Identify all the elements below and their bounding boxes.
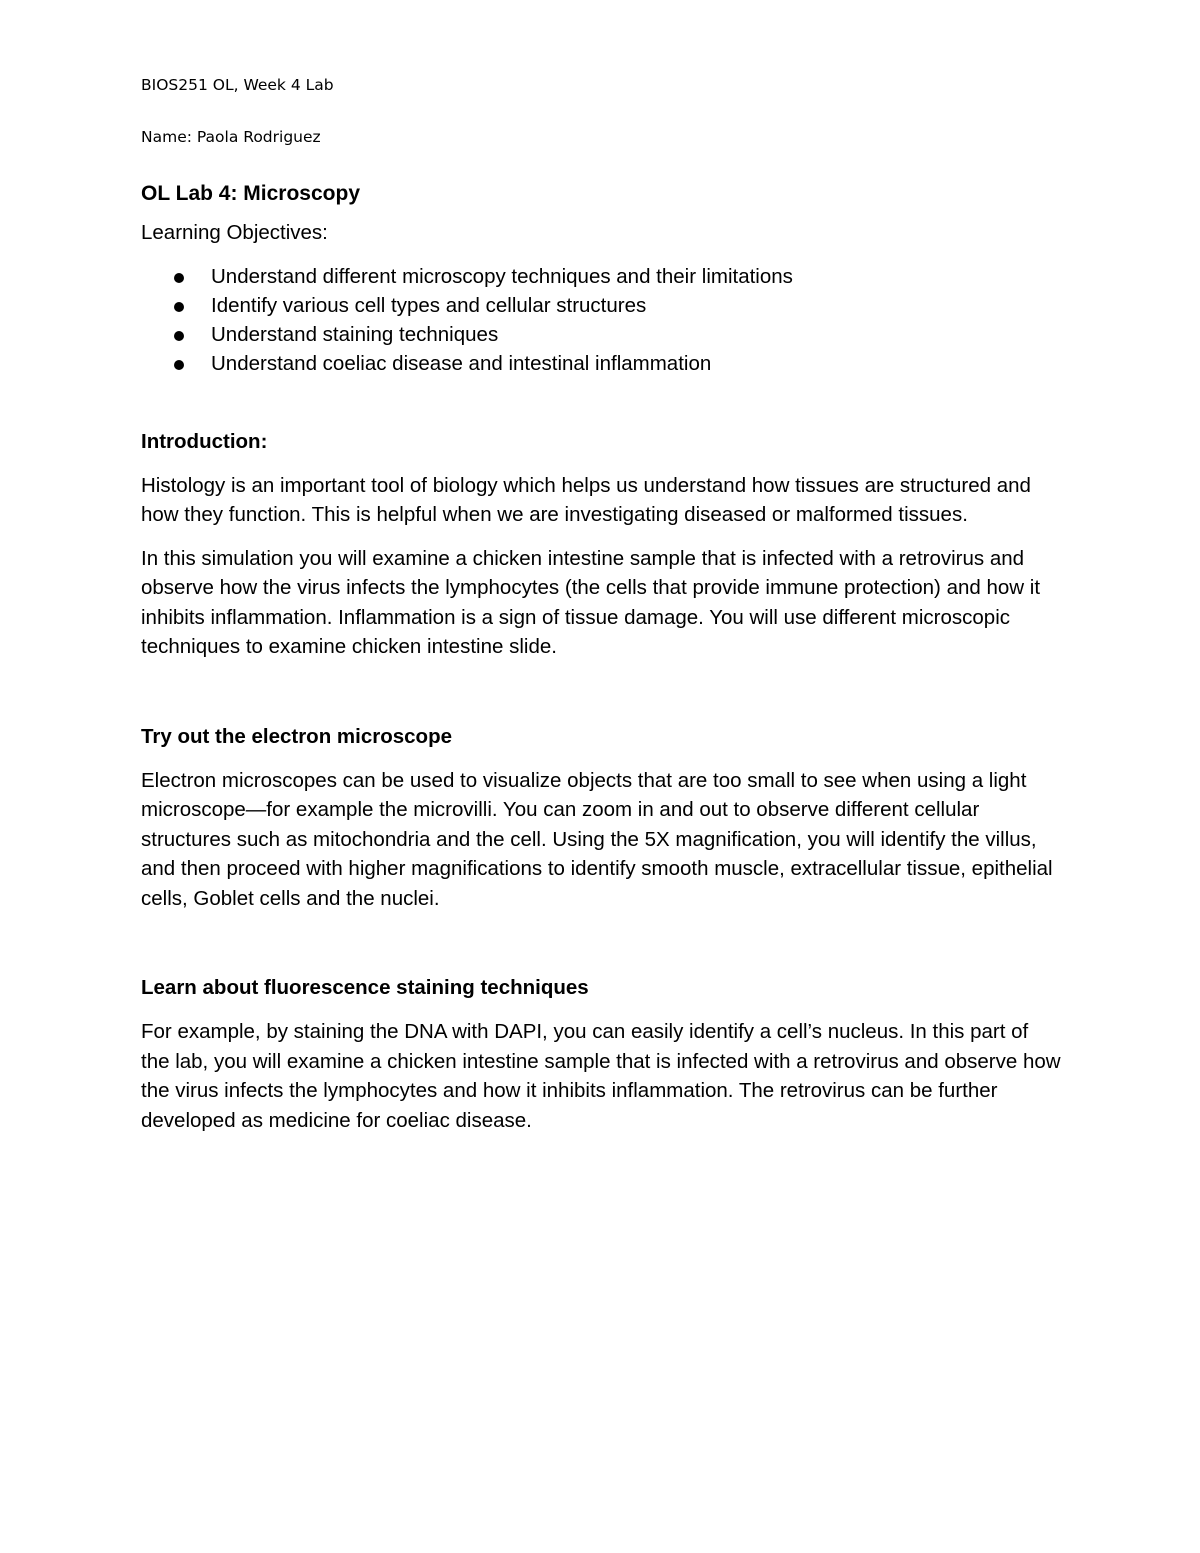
page-title: OL Lab 4: Microscopy	[141, 182, 360, 205]
bullet-icon	[174, 302, 184, 312]
objective-text: Understand staining techniques	[211, 323, 499, 347]
list-item	[141, 262, 1061, 291]
introduction-heading	[141, 427, 1061, 456]
fluorescence-heading-text: Learn about fluorescence staining techniques	[141, 976, 589, 1000]
course-header: BIOS251 OL, Week 4 Lab	[141, 76, 334, 94]
objective-text: Identify various cell types and cellular structures	[211, 293, 647, 317]
electron-microscope-heading	[141, 722, 1061, 751]
introduction-heading-colon: :	[260, 429, 268, 453]
student-name: Name: Paola Rodriguez	[141, 128, 321, 146]
document-page	[141, 72, 1061, 1149]
objective-text: Understand coeliac disease and intestinal inflammation	[211, 352, 712, 376]
fluorescence-paragraph: For example, by staining the DNA with DAPI, you can easily identify a cell’s nucleus. In this part of the lab, you will examine a chicken intestine sample that is infected with a retrovirus and observe how the virus infects the lymphocytes and how it inhibits inflammation. The retrovirus can be further developed as medicine for coeliac disease.	[141, 1020, 1061, 1132]
electron-microscope-heading-text: Try out the electron microscope	[141, 724, 452, 748]
bullet-icon	[174, 360, 184, 370]
objectives-list	[141, 262, 1061, 379]
objectives-label: Learning Objectives:	[141, 221, 328, 244]
fluorescence-heading	[141, 973, 1061, 1002]
list-item	[141, 349, 1061, 378]
list-item	[141, 291, 1061, 320]
objective-text: Understand different microscopy techniques and their limitations	[211, 264, 793, 288]
introduction-paragraph: Histology is an important tool of biology which helps us understand how tissues are structured and how they function. This is helpful when we are investigating diseased or malformed tissues.	[141, 473, 1031, 527]
list-item	[141, 320, 1061, 349]
introduction-heading-text: Introduction	[141, 429, 261, 453]
bullet-icon	[174, 331, 184, 341]
introduction-paragraph: In this simulation you will examine a chicken intestine sample that is infected with a retrovirus and observe how the virus infects the lymphocytes (the cells that provide immune protection) and how it inhibits inflammation. Inflammation is a sign of tissue damage. You will use different microscopic techniques to examine chicken intestine slide.	[141, 546, 1041, 659]
electron-microscope-paragraph: Electron microscopes can be used to visualize objects that are too small to see when using a light microscope—for example the microvilli. You can zoom in and out to observe different cellular structures such as mitochondria and the cell. Using the 5X magnification, you will identify the villus, and then proceed with higher magnifications to identify smooth muscle, extracellular tissue, epithelial cells, Goblet cells and the nuclei.	[141, 768, 1053, 910]
bullet-icon	[174, 273, 184, 283]
